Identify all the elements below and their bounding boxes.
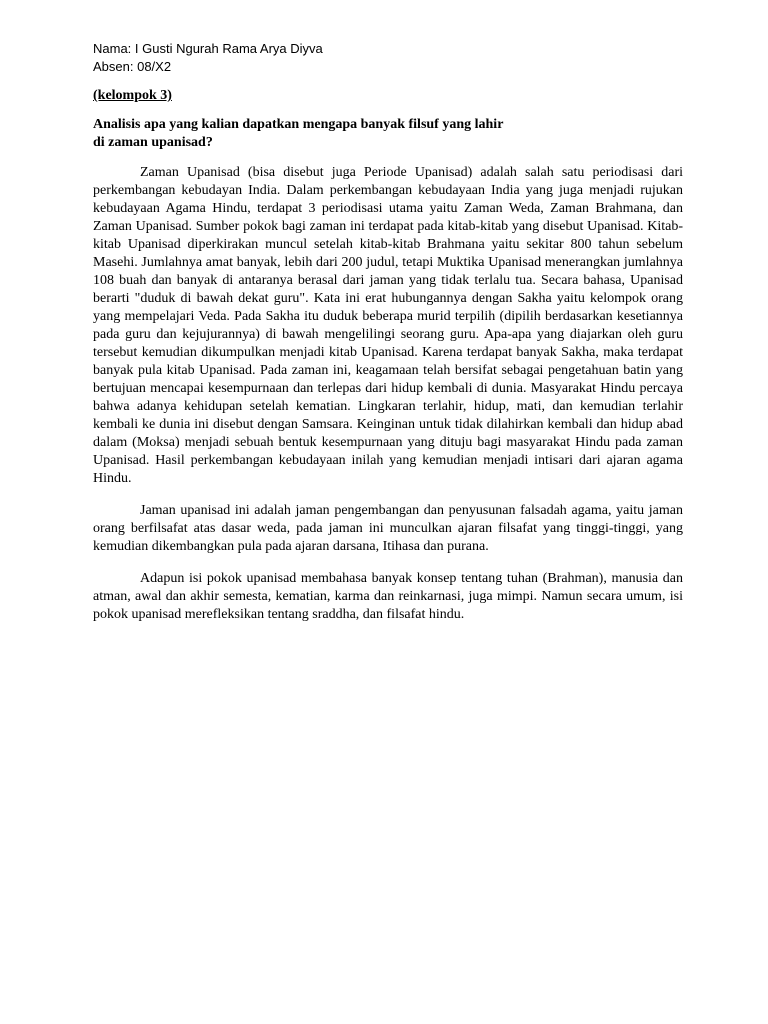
paragraph-2: Jaman upanisad ini adalah jaman pengembangan dan penyusunan falsadah agama, yaitu jaman orang berfilsafat atas dasar weda, pada jaman ini munculkan ajaran filsafat yang tinggi-tinggi, yang kemudian dikembangkan pula pada ajaran darsana, Itihasa dan purana. [93, 503, 683, 554]
document-page [93, 40, 683, 624]
question-heading [93, 116, 683, 152]
student-name: Nama: I Gusti Ngurah Rama Arya Diyva [93, 41, 323, 56]
paragraph-3: Adapun isi pokok upanisad membahasa banyak konsep tentang tuhan (Brahman), manusia dan atman, awal dan akhir semesta, kematian, karma dan reinkarnasi, juga mimpi. Namun secara umum, isi pokok upanisad merefleksikan tentang sraddha, dan filsafat hindu. [93, 571, 683, 622]
group-label: (kelompok 3) [93, 88, 172, 103]
question-line-1: Analisis apa yang kalian dapatkan mengapa banyak filsuf yang lahir [93, 117, 504, 132]
paragraph-1: Zaman Upanisad (bisa disebut juga Periode Upanisad) adalah salah satu periodisasi dari perkembangan kebudayan India. Dalam perkembangan kebudayaan India yang juga menjadi rujukan kebudayaan Agama Hindu, terdapat 3 periodisasi utama yaitu Zaman Weda, Zaman Brahmana, dan Zaman Upanisad. Sumber pokok bagi zaman ini terdapat pada kitab-kitab yang disebut Upanisad. Kitab-kitab Upanisad diperkirakan muncul setelah kitab-kitab Brahmana yaitu sekitar 800 tahun sebelum Masehi. Jumlahnya amat banyak, lebih dari 200 judul, tetapi Muktika Upanisad menerangkan jumlahnya 108 buah dan banyak di antaranya berasal dari jaman yang tidak terlalu tua. Secara bahasa, Upanisad berarti "duduk di bawah dekat guru". Kata ini erat hubungannya dengan Sakha yaitu kelompok orang yang mempelajari Veda. Pada Sakha itu duduk beberapa murid terpilih (dipilih berdasarkan kesetiannya pada guru dan kejujurannya) di bawah mengelilingi seorang guru. Apa-apa yang diajarkan oleh guru tersebut kemudian dikumpulkan menjadi kitab Upanisad. Karena terdapat banyak Sakha, maka terdapat banyak pula kitab Upanisad. Pada zaman ini, keagamaan telah bersifat sebagai pengetahuan batin yang bertujuan mencapai kesempurnaan dan terlepas dari hidup kembali di dunia. Masyarakat Hindu percaya bahwa adanya kehidupan setelah kematian. Lingkaran terlahir, hidup, mati, dan kemudian terlahir kembali ke dunia ini disebut dengan Samsara. Keinginan untuk tidak dilahirkan kembali dan hidup abad dalam (Moksa) menjadi sebuah bentuk kesempurnaan yang dituju bagi masyarakat Hindu pada zaman Upanisad. Hasil perkembangan kebudayaan inilah yang kemudian menjadi intisari dari ajaran agama Hindu. [93, 165, 683, 486]
question-line-2: di zaman upanisad? [93, 135, 213, 150]
student-absen: Absen: 08/X2 [93, 59, 172, 74]
